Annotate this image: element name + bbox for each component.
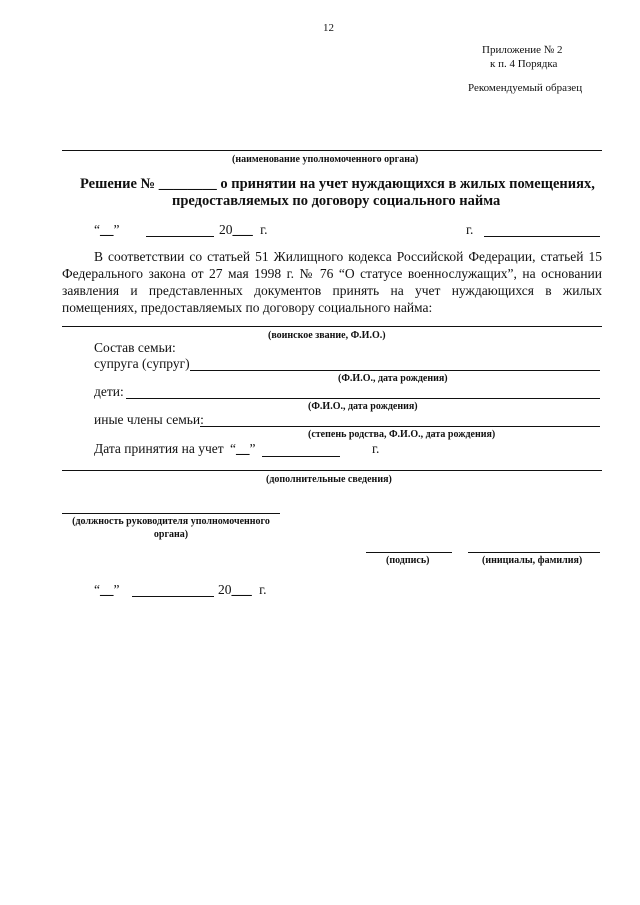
- others-caption: (степень родства, Ф.И.О., дата рождения): [308, 429, 496, 440]
- spouse-line[interactable]: [190, 370, 600, 371]
- bottom-year-suffix: г.: [259, 582, 267, 597]
- family-heading: Состав семьи:: [94, 340, 176, 355]
- children-line[interactable]: [126, 398, 600, 399]
- initials-caption: (инициалы, фамилия): [482, 555, 583, 566]
- year-suffix: г.: [260, 222, 268, 237]
- acceptance-day-blank: __: [236, 441, 250, 456]
- acceptance-quote-open: “: [230, 441, 237, 456]
- appendix-reference: к п. 4 Порядка: [490, 58, 558, 70]
- bottom-date-field[interactable]: [94, 582, 120, 598]
- city-suffix: г.: [466, 222, 474, 237]
- decision-title-line2: предоставляемых по договору социального найма: [172, 193, 501, 209]
- year-prefix: 20: [219, 222, 233, 237]
- date-quote-close: ”: [113, 222, 120, 237]
- bottom-year-prefix: 20: [218, 582, 232, 597]
- appendix-number: Приложение № 2: [482, 44, 563, 56]
- bottom-quote-close: ”: [113, 582, 120, 597]
- acceptance-label: Дата принятия на учет: [94, 441, 224, 456]
- initials-line[interactable]: [468, 552, 600, 553]
- year-field[interactable]: [219, 222, 268, 238]
- date-quote-open: “: [94, 222, 100, 237]
- children-caption: (Ф.И.О., дата рождения): [308, 401, 418, 412]
- decision-paragraph: В соответствии со статьей 51 Жилищного кодекса Российской Федерации, статьей 15 Федерального закона от 27 мая 1998 г. № 76 “О статусе военнослужащих”, на основании заявления и представленных документов принять на учет нуждающихся в жилых помещениях, предоставляемых по договору социального найма:: [62, 249, 602, 315]
- day-blank: __: [100, 222, 114, 237]
- acceptance-quote-close: ”: [249, 441, 256, 456]
- bottom-quote-open: “: [94, 582, 100, 597]
- month-line: [146, 236, 214, 237]
- page-number: 12: [323, 22, 334, 34]
- year-blank: ___: [232, 222, 253, 237]
- position-caption-line1: (должность руководителя уполномоченного: [72, 516, 270, 527]
- decision-title-line1: Решение № ________ о принятии на учет нуждающихся в жилых помещениях,: [80, 176, 595, 192]
- bottom-month-line: [132, 596, 214, 597]
- rank-name-line: [62, 326, 602, 327]
- recommended-sample: Рекомендуемый образец: [468, 82, 583, 94]
- rank-caption: (воинское звание, Ф.И.О.): [268, 330, 386, 341]
- signature-line[interactable]: [366, 552, 452, 553]
- bottom-day-blank: __: [100, 582, 114, 597]
- city-line: [484, 236, 600, 237]
- date-field[interactable]: [94, 222, 120, 238]
- acceptance-month-line: [262, 456, 340, 457]
- position-caption-line2: органа): [153, 529, 189, 540]
- signature-caption: (подпись): [386, 555, 430, 566]
- bottom-year-blank: ___: [231, 582, 252, 597]
- authority-line: [62, 150, 602, 151]
- acceptance-suffix: г.: [372, 441, 380, 456]
- authority-caption: (наименование уполномоченного органа): [232, 154, 419, 165]
- position-line[interactable]: [62, 513, 280, 514]
- additional-line[interactable]: [62, 470, 602, 471]
- bottom-year-field[interactable]: [218, 582, 267, 598]
- spouse-caption: (Ф.И.О., дата рождения): [338, 373, 448, 384]
- spouse-label: супруга (супруг): [94, 356, 190, 371]
- acceptance-date-field[interactable]: [94, 441, 256, 457]
- others-line[interactable]: [200, 426, 600, 427]
- children-label: дети:: [94, 384, 124, 399]
- additional-caption: (дополнительные сведения): [266, 474, 392, 485]
- others-label: иные члены семьи:: [94, 412, 204, 427]
